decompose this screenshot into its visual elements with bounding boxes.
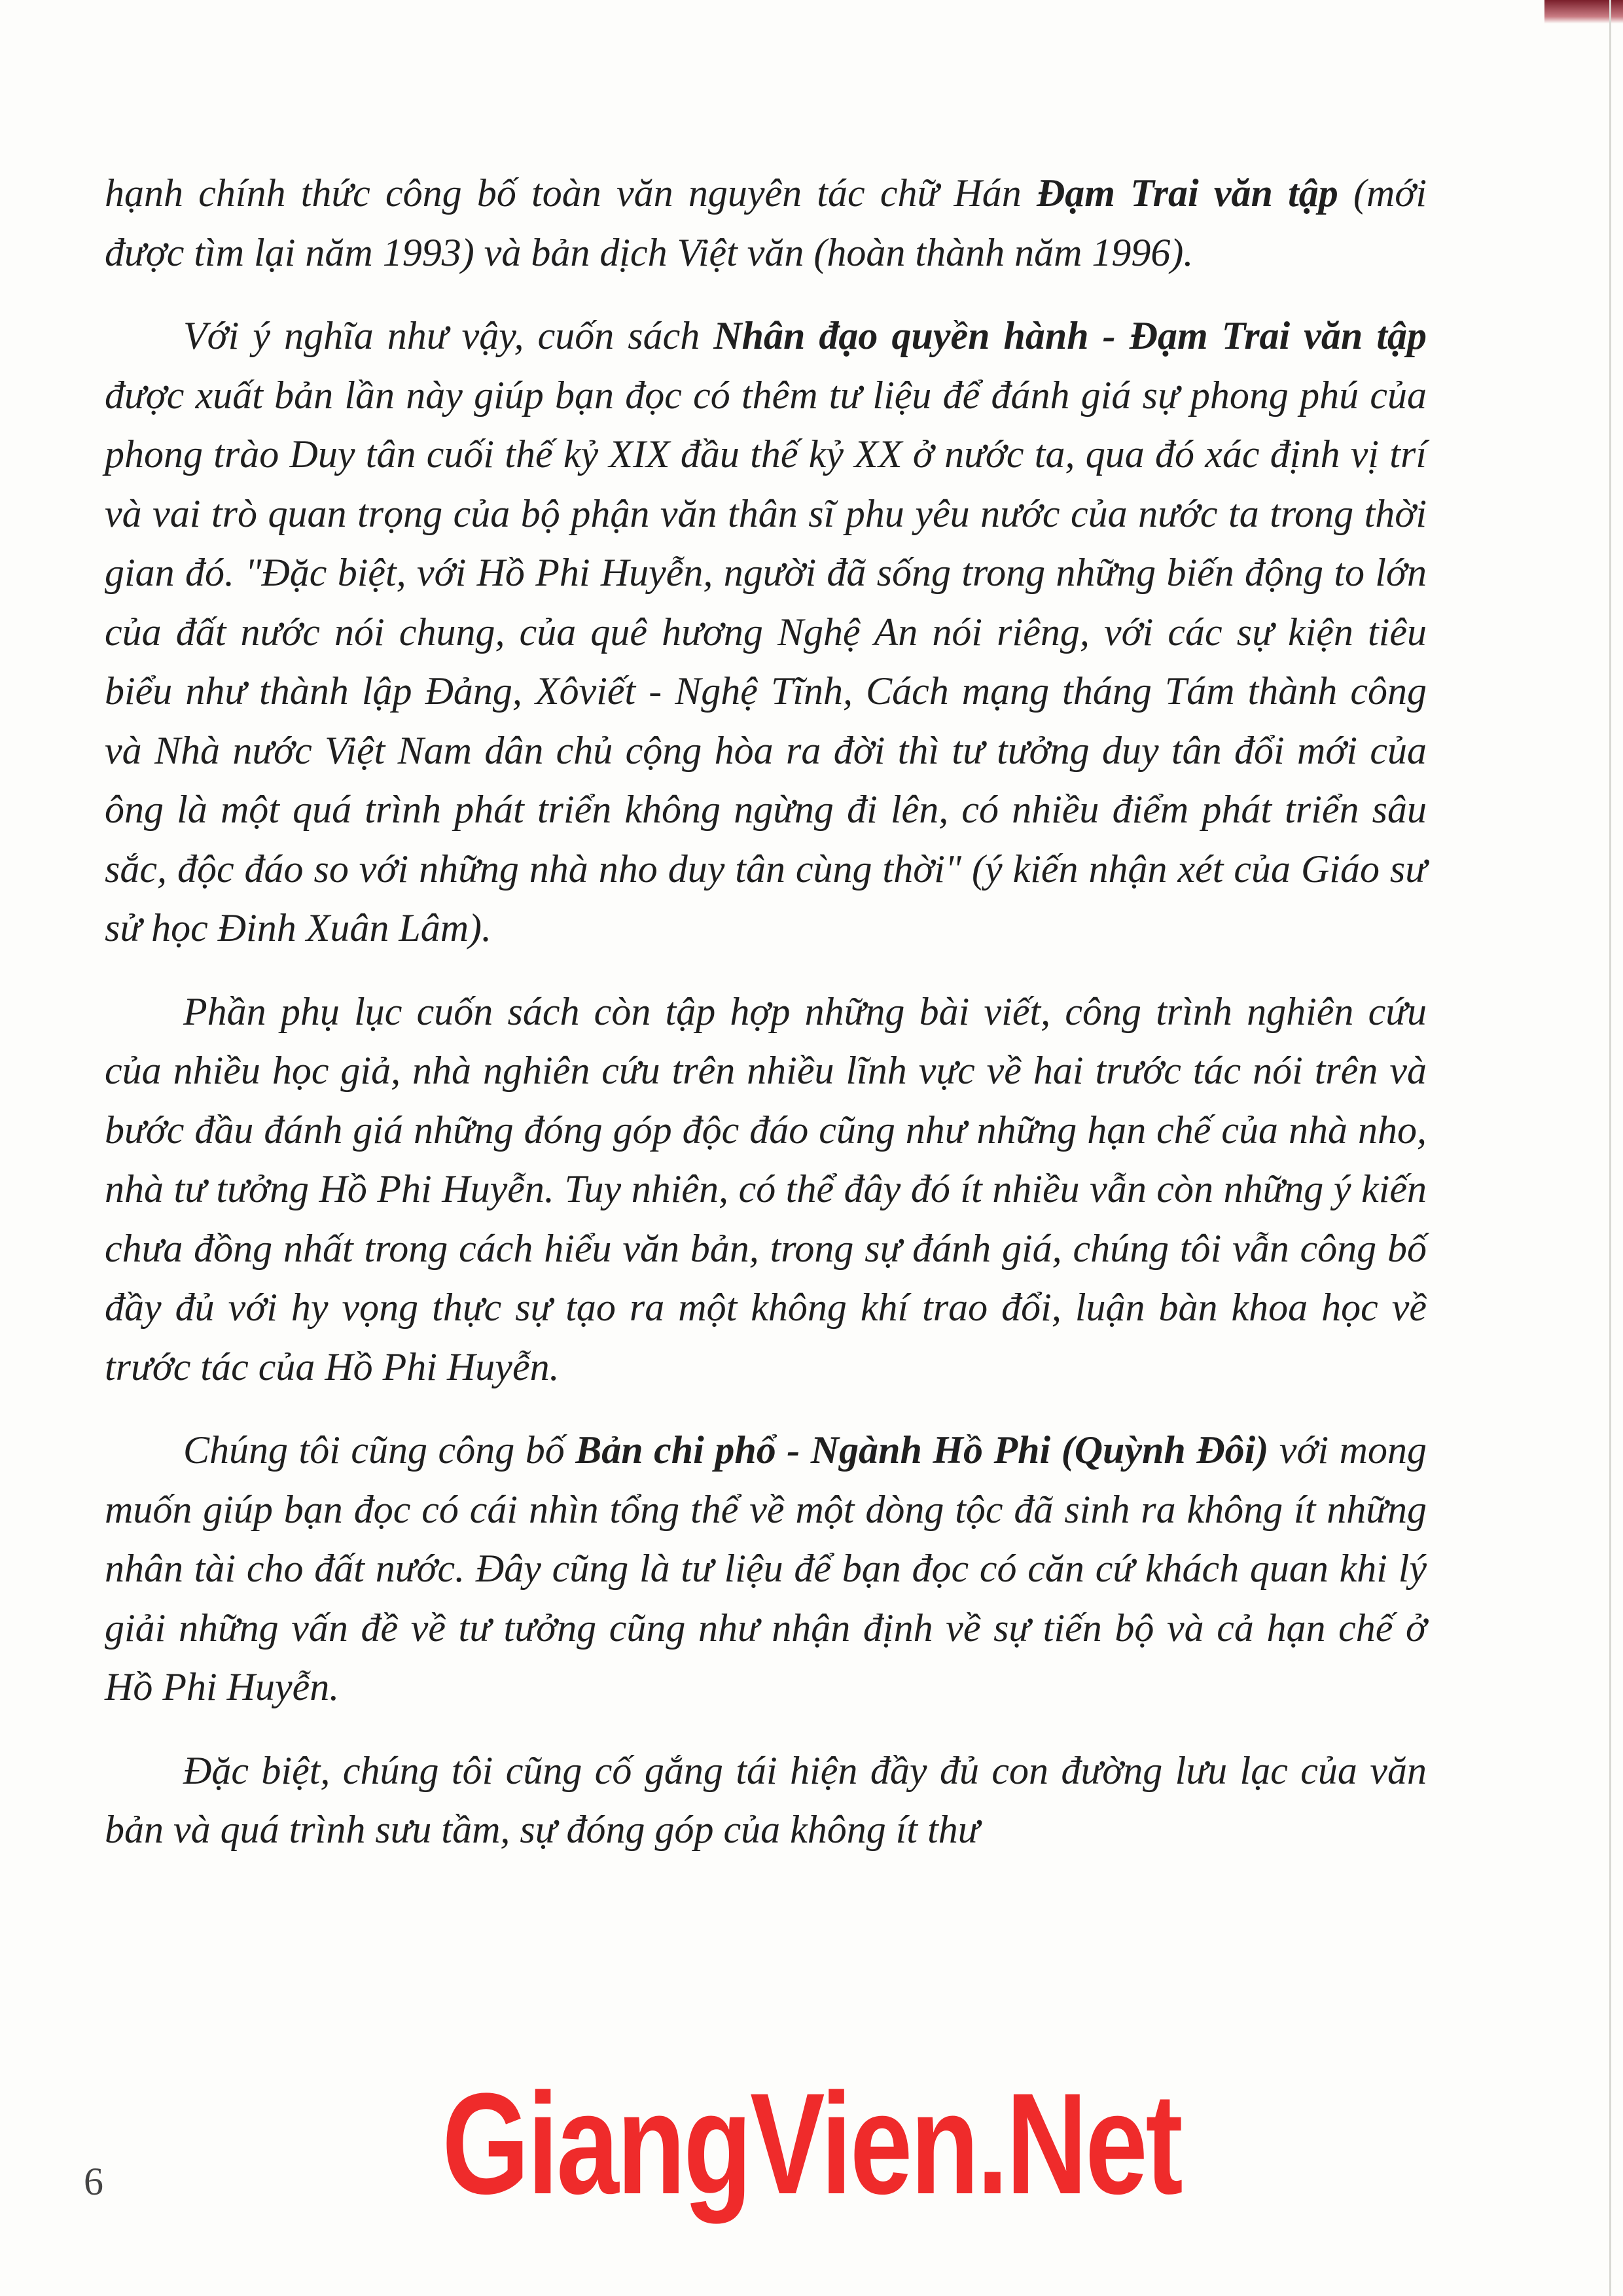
page-number: 6 [84,2160,103,2203]
page-body [105,164,1427,1860]
watermark-logo: GiangVien.Net [442,2063,1181,2224]
text-run: hạnh chính thức công bố toàn văn nguyên tác chữ Hán [105,171,1037,215]
paragraph-1 [105,164,1427,282]
paragraph-3 [105,982,1427,1397]
page-edge-rule [1609,0,1611,2296]
paragraph-4 [105,1421,1427,1717]
text-run: Chúng tôi cũng công bố [183,1428,576,1472]
text-run: với mong muốn giúp bạn đọc có cái nhìn tổng thể về một dòng tộc đã sinh ra không ít những nhân tài cho đất nước. Đây cũng là tư liệu để bạn đọc có căn cứ khách quan khi lý giải những vấn đề về tư tưởng cũng như nhận định về sự tiến bộ và cả hạn chế ở Hồ Phi Huyễn. [105,1428,1427,1708]
text-run-bold: Đạm Trai văn tập [1036,171,1338,215]
paragraph-2 [105,306,1427,958]
text-run: (mới được tìm lại năm 1993) và bản dịch Việt văn (hoàn thành năm 1996). [105,171,1427,274]
text-run: Với ý nghĩa như vậy, cuốn sách [183,314,714,357]
text-run-bold: Bản chi phổ - Ngành Hồ Phi (Quỳnh Đôi) [575,1428,1269,1472]
text-run-bold: Nhân đạo quyền hành - Đạm Trai văn tập [713,314,1427,357]
paragraph-5 [105,1741,1427,1860]
text-run: được xuất bản lần này giúp bạn đọc có thêm tư liệu để đánh giá sự phong phú của phong trào Duy tân cuối thế kỷ XIX đầu thế kỷ XX ở nước ta, qua đó xác định vị trí và vai trò quan trọng của bộ phận văn thân sĩ phu yêu nước của nước ta trong thời gian đó. "Đặc biệt, với Hồ Phi Huyễn, người đã sống trong những biến động to lớn của đất nước nói chung, của quê hương Nghệ An nói riêng, với các sự kiện tiêu biểu như thành lập Đảng, Xôviết - Nghệ Tĩnh, Cách mạng tháng Tám thành công và Nhà nước Việt Nam dân chủ cộng hòa ra đời thì tư tưởng duy tân đổi mới của ông là một quá trình phát triển không ngừng đi lên, có nhiều điểm phát triển sâu sắc, độc đáo so với những nhà nho duy tân cùng thời" (ý kiến nhận xét của Giáo sư sử học Đinh Xuân Lâm). [105,373,1427,949]
text-run: Đặc biệt, chúng tôi cũng cố gắng tái hiện đầy đủ con đường lưu lạc của văn bản và quá trình sưu tầm, sự đóng góp của không ít thư [105,1748,1427,1851]
text-run: Phần phụ lục cuốn sách còn tập hợp những bài viết, công trình nghiên cứu của nhiều học giả, nhà nghiên cứu trên nhiều lĩnh vực về hai trước tác nói trên và bước đầu đánh giá những đóng góp độc đáo cũng như những hạn chế của nhà nho, nhà tư tưởng Hồ Phi Huyễn. Tuy nhiên, có thể đây đó ít nhiều vẫn còn những ý kiến chưa đồng nhất trong cách hiểu văn bản, trong sự đánh giá, chúng tôi vẫn công bố đầy đủ với hy vọng thực sự tạo ra một không khí trao đổi, luận bàn khoa học về trước tác của Hồ Phi Huyễn. [105,989,1427,1388]
page-edge-mark [1544,0,1623,24]
